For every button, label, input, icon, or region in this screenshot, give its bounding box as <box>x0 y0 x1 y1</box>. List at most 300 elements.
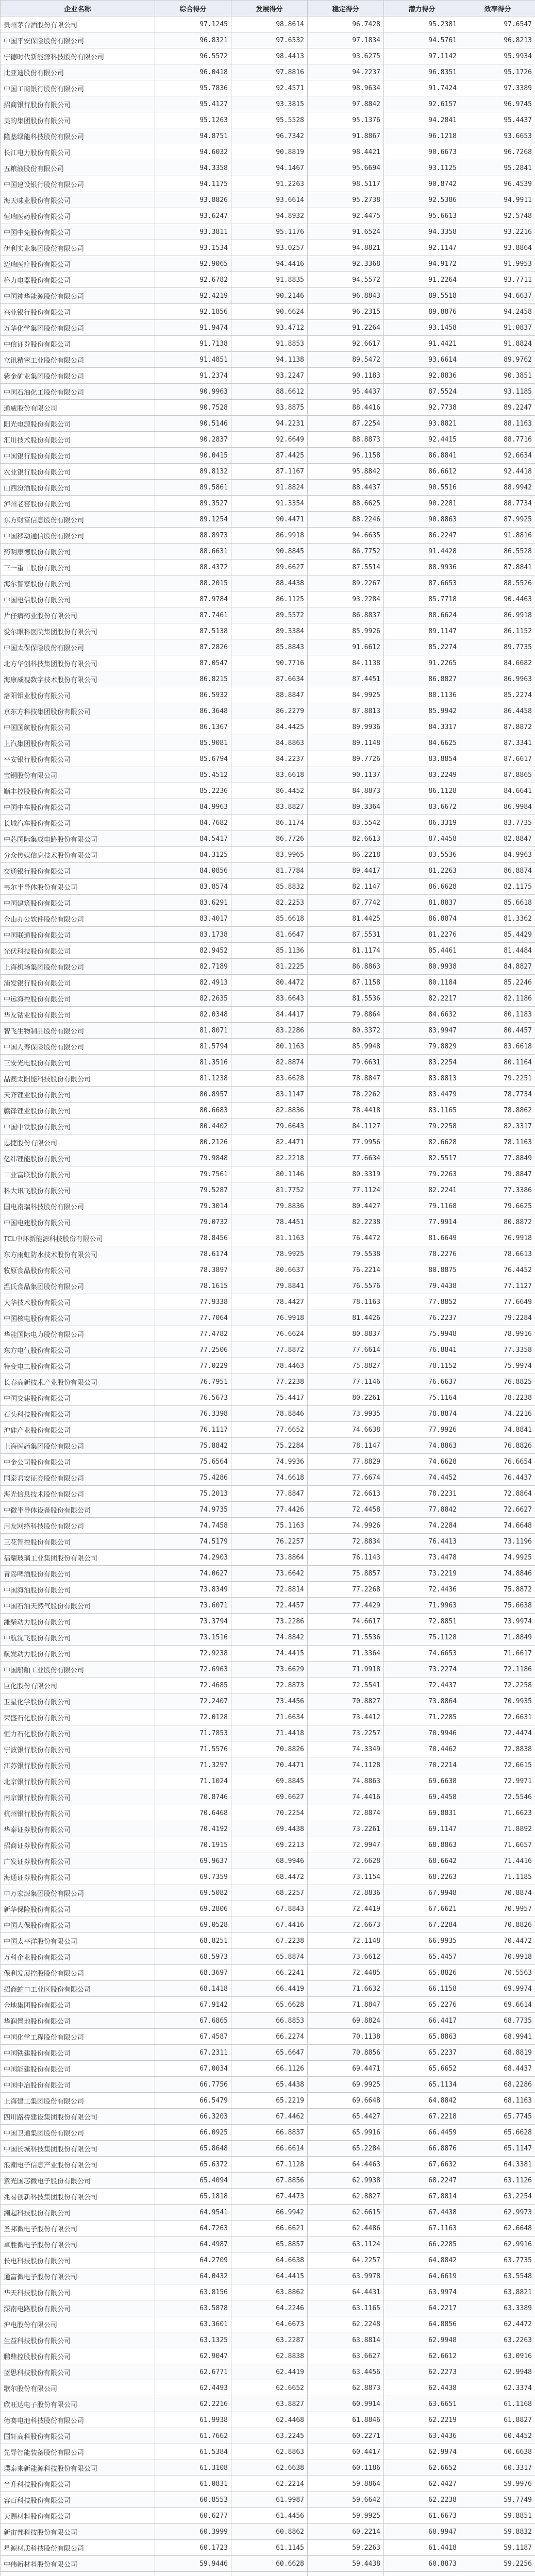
score-cell: 88.8847 <box>231 687 308 703</box>
score-cell: 65.6628 <box>460 2125 535 2141</box>
score-cell: 69.6648 <box>308 2093 384 2109</box>
score-cell: 61.8827 <box>460 2412 535 2428</box>
score-cell: 79.8829 <box>384 1039 460 1055</box>
table-row <box>1 607 535 623</box>
score-cell: 76.7951 <box>155 1374 231 1390</box>
score-cell: 94.3358 <box>155 160 231 176</box>
score-cell: 86.1128 <box>384 783 460 799</box>
score-cell: 93.4712 <box>231 320 308 336</box>
score-cell: 91.3354 <box>231 496 308 512</box>
score-cell: 71.8892 <box>460 1821 535 1837</box>
table-row <box>1 943 535 959</box>
score-cell: 70.8826 <box>460 1917 535 1933</box>
score-cell: 86.7726 <box>231 831 308 847</box>
score-cell: 72.8874 <box>308 1805 384 1821</box>
table-row <box>1 623 535 639</box>
company-name-cell: 中国交建股份有限公司 <box>1 1390 155 1406</box>
score-cell: 74.6618 <box>231 1470 308 1486</box>
score-cell: 72.8838 <box>460 1741 535 1757</box>
company-name-cell: 中国平安保险股份有限公司 <box>1 32 155 48</box>
score-cell: 62.2216 <box>155 2396 231 2412</box>
score-cell: 67.1163 <box>384 2221 460 2236</box>
score-cell: 61.6673 <box>384 2508 460 2524</box>
score-cell: 63.3601 <box>155 2316 231 2332</box>
score-cell: 70.1138 <box>308 2029 384 2045</box>
score-cell: 80.8837 <box>308 1326 384 1342</box>
score-cell: 63.2263 <box>460 2332 535 2348</box>
score-cell: 91.7424 <box>384 80 460 96</box>
score-cell: 72.9971 <box>460 1773 535 1789</box>
table-row <box>1 240 535 256</box>
score-cell: 74.9936 <box>231 1454 308 1470</box>
score-cell: 72.5541 <box>308 1677 384 1693</box>
score-cell: 94.9911 <box>460 192 535 208</box>
company-name-cell: 璞泰来新能源科技股份有限公司 <box>1 2460 155 2476</box>
score-cell: 75.8827 <box>308 1358 384 1374</box>
score-cell: 87.4425 <box>231 448 308 464</box>
table-row <box>1 1741 535 1757</box>
company-name-cell: 中国建设银行股份有限公司 <box>1 176 155 192</box>
score-cell: 74.7458 <box>155 1518 231 1534</box>
score-cell: 73.6629 <box>231 1662 308 1677</box>
score-cell: 83.8574 <box>155 879 231 895</box>
table-row <box>1 1821 535 1837</box>
company-name-cell: 中国铁建股份有限公司 <box>1 2045 155 2061</box>
company-name-cell: 恒力石化股份有限公司 <box>1 1725 155 1741</box>
score-cell: 72.5546 <box>460 1789 535 1805</box>
table-row <box>1 767 535 783</box>
score-cell: 70.9946 <box>384 1725 460 1741</box>
company-name-cell: 欣旺达电子股份有限公司 <box>1 2396 155 2412</box>
score-cell: 68.2286 <box>460 2077 535 2093</box>
table-row <box>1 1550 535 1566</box>
company-name-cell: 东方电气股份有限公司 <box>1 1342 155 1358</box>
score-cell: 69.4458 <box>384 1789 460 1805</box>
score-cell: 60.3999 <box>155 2524 231 2540</box>
company-name-cell: 中航沈飞股份有限公司 <box>1 1630 155 1646</box>
table-row <box>1 1198 535 1214</box>
company-name-cell: 山西汾酒股份有限公司 <box>1 480 155 496</box>
score-cell: 59.7749 <box>460 2492 535 2508</box>
score-cell: 72.4457 <box>231 1598 308 1614</box>
score-cell: 62.6638 <box>231 2460 308 2476</box>
score-cell: 84.8827 <box>460 959 535 975</box>
score-cell: 66.8853 <box>231 2013 308 2029</box>
score-cell: 79.2258 <box>384 1118 460 1134</box>
score-cell: 74.6617 <box>308 1614 384 1630</box>
score-cell: 72.8836 <box>308 1885 384 1901</box>
score-cell: 82.3317 <box>460 1118 535 1134</box>
table-row <box>1 735 535 751</box>
score-cell: 61.4418 <box>384 2540 460 2556</box>
score-cell: 82.7189 <box>155 959 231 975</box>
score-cell: 71.4416 <box>460 1853 535 1869</box>
score-cell: 60.6628 <box>231 2556 308 2572</box>
table-row <box>1 1071 535 1087</box>
score-cell: 63.8156 <box>155 2284 231 2300</box>
score-cell: 64.4987 <box>155 2236 231 2252</box>
score-cell: 62.9047 <box>155 2348 231 2364</box>
score-cell: 70.2254 <box>231 1805 308 1821</box>
score-cell: 62.6771 <box>155 2364 231 2380</box>
score-cell: 98.5117 <box>308 176 384 192</box>
score-cell: 87.8865 <box>460 767 535 783</box>
score-cell: 85.2246 <box>460 975 535 991</box>
company-name-cell: 农业银行股份有限公司 <box>1 464 155 480</box>
score-cell: 90.1183 <box>308 368 384 384</box>
table-row <box>1 432 535 448</box>
score-cell: 63.8862 <box>231 2284 308 2300</box>
table-row <box>1 879 535 895</box>
score-cell: 73.9974 <box>460 1614 535 1630</box>
score-cell: 72.9947 <box>308 1837 384 1853</box>
table-row <box>1 80 535 96</box>
table-row <box>1 160 535 176</box>
table-row <box>1 895 535 911</box>
score-cell: 80.4472 <box>231 975 308 991</box>
company-name-cell: 兆易创新科技集团股份有限公司 <box>1 2189 155 2205</box>
company-name-cell: 广发证券股份有限公司 <box>1 1853 155 1869</box>
company-name-cell: 中国银行股份有限公司 <box>1 448 155 464</box>
score-cell: 73.2219 <box>384 1566 460 1582</box>
score-cell: 63.5878 <box>155 2300 231 2316</box>
table-row <box>1 1278 535 1294</box>
score-cell: 79.8864 <box>308 1007 384 1023</box>
table-row <box>1 1406 535 1422</box>
table-row <box>1 528 535 544</box>
score-cell: 94.6032 <box>155 144 231 160</box>
score-cell: 68.3697 <box>155 1965 231 1981</box>
score-cell: 72.6673 <box>308 1917 384 1933</box>
score-cell: 69.4438 <box>231 1821 308 1837</box>
score-cell: 62.4486 <box>308 2221 384 2236</box>
company-name-cell: 金地集团股份有限公司 <box>1 1997 155 2013</box>
score-cell: 76.4437 <box>460 1470 535 1486</box>
score-cell: 68.8819 <box>460 2045 535 2061</box>
score-cell: 82.6628 <box>384 1134 460 1150</box>
score-cell: 62.6615 <box>308 2205 384 2221</box>
score-cell: 71.6617 <box>460 1646 535 1662</box>
score-cell: 87.2254 <box>308 416 384 432</box>
score-cell: 82.2217 <box>384 991 460 1007</box>
score-cell: 93.8821 <box>384 416 460 432</box>
score-cell: 69.6614 <box>460 1997 535 2013</box>
score-cell: 76.9918 <box>460 1230 535 1246</box>
score-cell: 96.8843 <box>308 288 384 304</box>
score-cell: 79.8847 <box>460 1166 535 1182</box>
score-cell: 95.4437 <box>308 384 384 400</box>
score-cell: 63.9974 <box>384 2284 460 2300</box>
table-row <box>1 1310 535 1326</box>
table-row <box>1 1342 535 1358</box>
score-cell: 62.4419 <box>231 2364 308 2380</box>
company-name-cell: 美的集团股份有限公司 <box>1 112 155 128</box>
score-cell: 90.8819 <box>231 144 308 160</box>
score-cell: 81.7752 <box>231 1182 308 1198</box>
score-cell: 81.3362 <box>460 911 535 927</box>
company-name-cell: 东方雨虹防水技术股份有限公司 <box>1 1246 155 1262</box>
score-cell: 75.2284 <box>231 1438 308 1454</box>
score-cell: 86.2218 <box>308 847 384 863</box>
score-cell: 75.9974 <box>460 1358 535 1374</box>
table-row <box>1 1709 535 1725</box>
company-name-cell: 生益科技股份有限公司 <box>1 2332 155 2348</box>
score-cell: 59.8851 <box>460 2508 535 2524</box>
score-cell: 67.2238 <box>231 1933 308 1949</box>
score-cell: 69.9925 <box>308 2077 384 2093</box>
score-cell: 84.4425 <box>231 719 308 735</box>
score-cell: 80.4457 <box>460 1023 535 1039</box>
score-cell: 81.8837 <box>384 895 460 911</box>
score-cell: 77.0229 <box>155 1358 231 1374</box>
table-row <box>1 2460 535 2476</box>
company-name-cell: 沪硅产业股份有限公司 <box>1 1422 155 1438</box>
score-cell: 76.4472 <box>308 1230 384 1246</box>
score-cell: 96.8351 <box>384 64 460 80</box>
table-row <box>1 2508 535 2524</box>
table-row <box>1 751 535 767</box>
table-row <box>1 2540 535 2556</box>
company-name-cell: 三一重工股份有限公司 <box>1 560 155 575</box>
score-cell <box>155 2572 231 2576</box>
score-cell: 82.6613 <box>308 831 384 847</box>
score-cell: 62.4468 <box>231 2412 308 2428</box>
score-cell: 85.6794 <box>155 751 231 767</box>
score-cell: 60.4417 <box>308 2444 384 2460</box>
score-cell: 89.2247 <box>460 400 535 416</box>
score-cell: 92.6617 <box>308 336 384 352</box>
score-cell: 82.9452 <box>155 943 231 959</box>
score-cell: 76.6637 <box>384 1374 460 1390</box>
score-cell: 78.8456 <box>155 1230 231 1246</box>
score-cell: 82.4471 <box>231 1134 308 1150</box>
score-cell: 87.1167 <box>231 464 308 480</box>
score-cell: 62.2248 <box>308 2316 384 2332</box>
company-name-cell: 石头科技股份有限公司 <box>1 1406 155 1422</box>
score-cell: 97.8842 <box>308 96 384 112</box>
score-cell: 85.6618 <box>460 895 535 911</box>
score-cell: 70.1915 <box>155 1837 231 1853</box>
score-cell: 63.2287 <box>231 2332 308 2348</box>
score-cell: 82.1175 <box>460 879 535 895</box>
company-name-cell: 用友网络科技股份有限公司 <box>1 1518 155 1534</box>
score-cell: 63.8827 <box>231 2396 308 2412</box>
table-row <box>1 1502 535 1518</box>
score-cell: 72.8814 <box>231 1582 308 1598</box>
company-name-cell: 伊利实业集团股份有限公司 <box>1 240 155 256</box>
score-cell: 70.8826 <box>231 1741 308 1757</box>
score-cell: 83.6618 <box>460 1039 535 1055</box>
score-cell: 71.1185 <box>460 1869 535 1885</box>
score-cell: 78.1152 <box>384 1358 460 1374</box>
score-cell: 86.8827 <box>384 671 460 687</box>
score-cell: 95.2381 <box>384 16 460 32</box>
score-cell: 77.7064 <box>155 1310 231 1326</box>
score-cell: 59.9976 <box>460 2476 535 2492</box>
score-cell: 70.5563 <box>460 1965 535 1981</box>
score-cell: 73.6071 <box>155 1598 231 1614</box>
score-cell: 89.2267 <box>308 575 384 591</box>
score-cell: 67.8814 <box>384 2189 460 2205</box>
score-cell: 91.4851 <box>155 352 231 368</box>
table-row <box>1 1614 535 1630</box>
company-name-cell: 工业富联股份有限公司 <box>1 1166 155 1182</box>
score-cell: 82.4913 <box>155 975 231 991</box>
table-row <box>1 2045 535 2061</box>
score-cell: 81.4426 <box>308 1310 384 1326</box>
score-cell: 84.3125 <box>155 847 231 863</box>
score-cell: 59.2256 <box>460 2556 535 2572</box>
score-cell: 71.1024 <box>155 1773 231 1789</box>
company-name-cell: 三花智控股份有限公司 <box>1 1534 155 1550</box>
score-cell: 72.6963 <box>155 1662 231 1677</box>
company-name-cell: 荣盛石化股份有限公司 <box>1 1709 155 1725</box>
company-name-cell: 通富微电子股份有限公司 <box>1 2268 155 2284</box>
score-cell: 75.8857 <box>308 1566 384 1582</box>
table-row <box>1 1805 535 1821</box>
score-cell: 67.2218 <box>384 2109 460 2125</box>
score-cell: 84.6625 <box>384 735 460 751</box>
score-cell: 94.1467 <box>231 160 308 176</box>
score-cell: 88.4416 <box>308 400 384 416</box>
table-row <box>1 1486 535 1502</box>
score-cell: 72.8834 <box>308 1534 384 1550</box>
score-cell: 66.4459 <box>384 2125 460 2141</box>
score-cell: 68.2263 <box>384 1869 460 1885</box>
score-cell: 87.0547 <box>155 655 231 671</box>
score-cell: 91.2265 <box>384 655 460 671</box>
score-cell: 73.6612 <box>308 1949 384 1965</box>
score-cell: 73.8864 <box>231 1550 308 1566</box>
score-cell: 62.8873 <box>308 2380 384 2396</box>
score-cell: 87.6617 <box>460 751 535 767</box>
score-cell: 93.1125 <box>384 160 460 176</box>
score-cell: 78.8847 <box>308 1071 384 1087</box>
score-cell: 84.6682 <box>460 655 535 671</box>
score-cell: 89.5572 <box>231 607 308 623</box>
score-cell: 90.2281 <box>384 496 460 512</box>
score-cell: 96.2315 <box>308 304 384 320</box>
score-cell: 86.5528 <box>460 544 535 560</box>
score-cell: 92.4219 <box>155 288 231 304</box>
score-cell: 63.7735 <box>460 2252 535 2268</box>
score-cell: 96.8213 <box>460 32 535 48</box>
score-cell: 69.9637 <box>155 1853 231 1869</box>
score-cell: 83.6628 <box>231 1071 308 1087</box>
score-cell: 79.3014 <box>155 1198 231 1214</box>
table-row <box>1 1166 535 1182</box>
score-cell: 72.6613 <box>308 1486 384 1502</box>
table-row <box>1 256 535 272</box>
table-row <box>1 1534 535 1550</box>
score-cell: 78.1147 <box>308 1438 384 1454</box>
table-row <box>1 2109 535 2125</box>
score-cell: 80.1163 <box>231 1039 308 1055</box>
table-row <box>1 2157 535 2173</box>
score-cell: 96.9745 <box>460 96 535 112</box>
score-cell: 92.1856 <box>155 304 231 320</box>
score-cell: 63.1165 <box>308 2300 384 2316</box>
score-cell: 75.1128 <box>384 1630 460 1646</box>
score-cell: 76.3398 <box>155 1406 231 1422</box>
table-row <box>1 2141 535 2157</box>
table-row <box>1 2316 535 2332</box>
score-cell: 78.6613 <box>460 1246 535 1262</box>
score-cell: 75.4417 <box>231 1390 308 1406</box>
table-row <box>1 1182 535 1198</box>
score-cell: 62.2214 <box>231 2476 308 2492</box>
score-cell: 85.8832 <box>231 879 308 895</box>
score-cell: 89.9936 <box>308 719 384 735</box>
score-cell: 76.1117 <box>155 1422 231 1438</box>
score-cell: 71.6623 <box>460 1805 535 1821</box>
score-cell: 77.9914 <box>384 1214 460 1230</box>
table-row <box>1 639 535 655</box>
score-cell: 79.6625 <box>460 1198 535 1214</box>
score-cell: 90.5516 <box>384 480 460 496</box>
company-name-cell: 洛阳钼业股份有限公司 <box>1 687 155 703</box>
score-cell: 79.4438 <box>384 1278 460 1294</box>
score-cell: 72.4485 <box>308 1965 384 1981</box>
score-cell: 90.7716 <box>231 655 308 671</box>
score-cell: 95.9934 <box>460 48 535 64</box>
score-cell: 64.8856 <box>384 2316 460 2332</box>
score-cell: 89.7726 <box>308 751 384 767</box>
score-cell: 82.8874 <box>231 1055 308 1071</box>
header-row <box>1 1 535 16</box>
score-cell: 92.4571 <box>231 80 308 96</box>
table-row <box>1 2029 535 2045</box>
score-cell: 78.2276 <box>384 1246 460 1262</box>
score-cell: 64.8842 <box>384 2252 460 2268</box>
company-name-cell: 赣锋锂业股份有限公司 <box>1 1103 155 1118</box>
company-name-cell: 特变电工股份有限公司 <box>1 1358 155 1374</box>
score-cell: 67.6632 <box>384 2157 460 2173</box>
score-cell: 65.1134 <box>384 2077 460 2093</box>
score-cell: 80.3319 <box>308 1166 384 1182</box>
score-cell: 65.8874 <box>231 1949 308 1965</box>
header-total-score: 综合得分 <box>155 1 231 16</box>
score-cell: 85.2236 <box>155 783 231 799</box>
score-cell: 71.3297 <box>155 1757 231 1773</box>
score-cell: 81.3516 <box>155 1055 231 1071</box>
score-cell: 76.2237 <box>384 1310 460 1326</box>
company-name-cell: 长城汽车股份有限公司 <box>1 815 155 831</box>
score-cell: 96.1218 <box>384 128 460 144</box>
score-cell: 69.5082 <box>155 1885 231 1901</box>
score-cell: 92.1147 <box>384 240 460 256</box>
company-name-cell: 当升科技股份有限公司 <box>1 2476 155 2492</box>
company-name-cell: 三安光电股份有限公司 <box>1 1055 155 1071</box>
score-cell: 75.8842 <box>155 1438 231 1454</box>
score-cell: 85.9948 <box>308 1039 384 1055</box>
table-row <box>1 2189 535 2205</box>
company-name-cell: 容百科技股份有限公司 <box>1 2492 155 2508</box>
company-name-cell: 中国神华能源股份有限公司 <box>1 288 155 304</box>
score-cell: 62.6612 <box>384 2348 460 2364</box>
table-row <box>1 2332 535 2348</box>
score-cell: 95.2738 <box>308 192 384 208</box>
company-name-cell: 中国移动通信股份有限公司 <box>1 528 155 544</box>
score-cell: 62.9948 <box>384 2332 460 2348</box>
score-cell: 74.1128 <box>308 1757 384 1773</box>
table-row <box>1 1869 535 1885</box>
score-cell: 79.2251 <box>460 1071 535 1087</box>
score-cell: 94.2841 <box>384 112 460 128</box>
company-name-cell: 中国中免股份有限公司 <box>1 224 155 240</box>
score-cell: 77.9956 <box>308 1134 384 1150</box>
score-cell: 59.2263 <box>308 2540 384 2556</box>
